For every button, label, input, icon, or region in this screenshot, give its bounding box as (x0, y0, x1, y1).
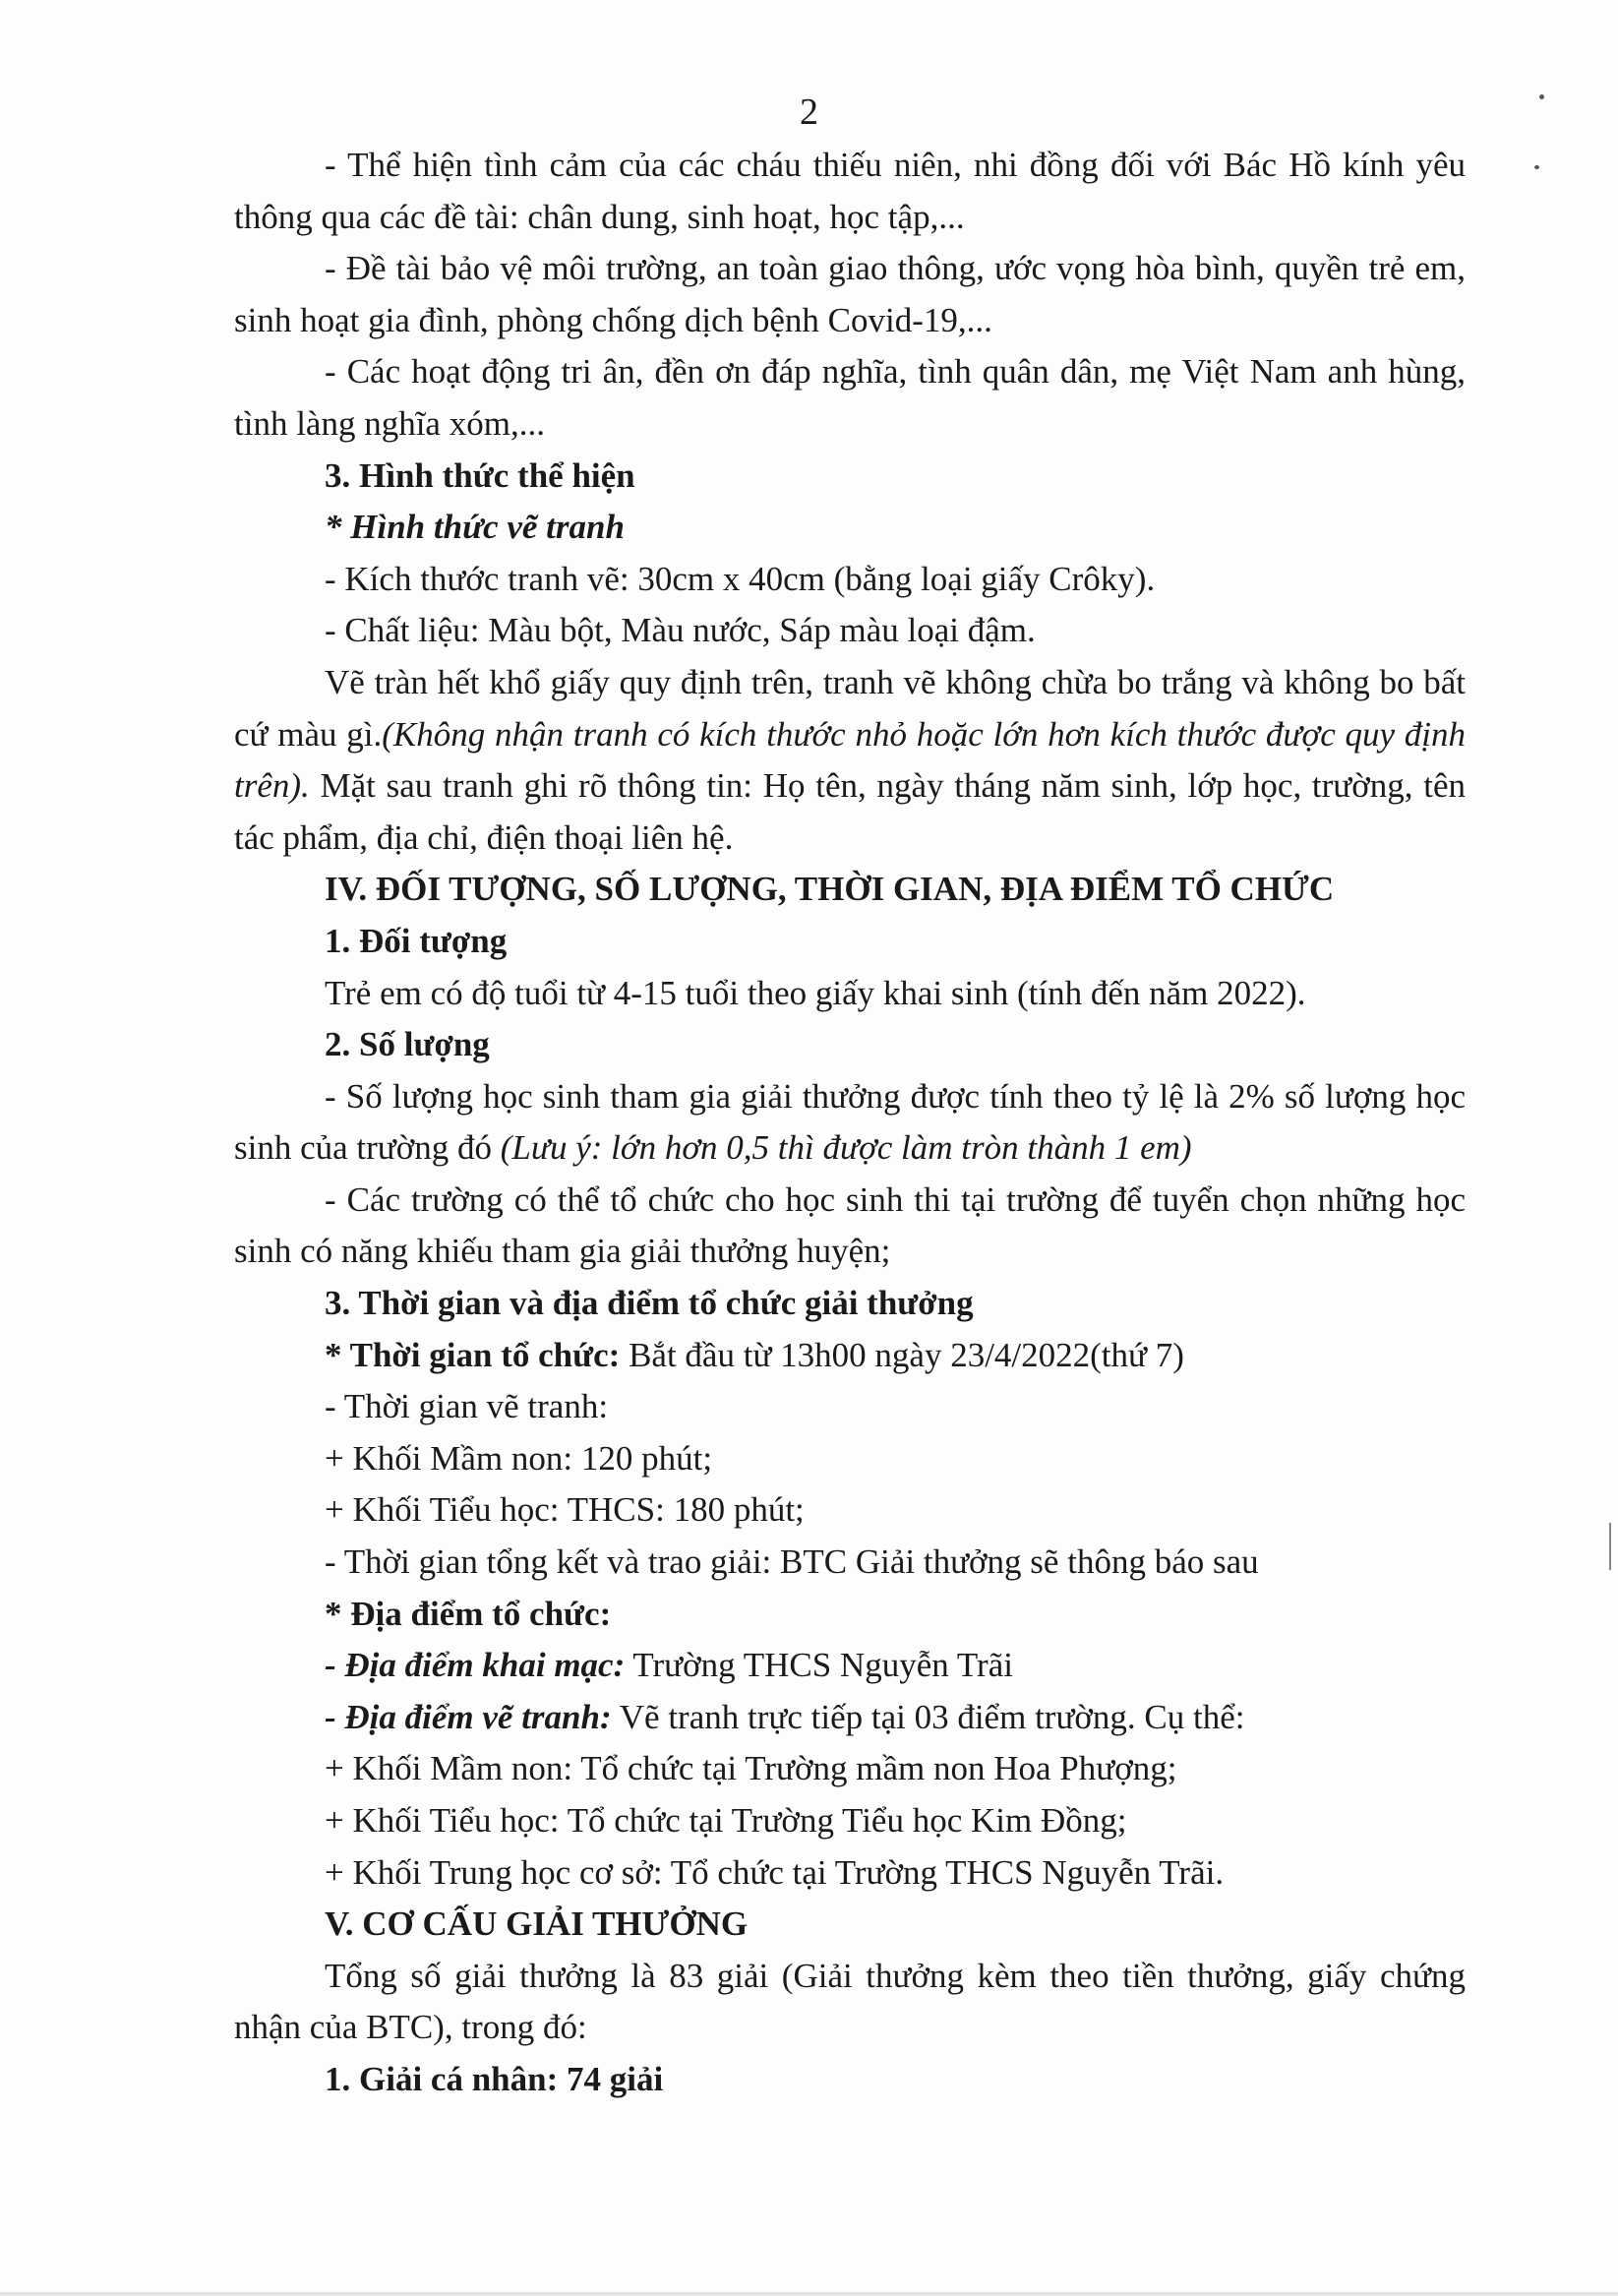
quantity-paragraph-2: - Các trường có thể tổ chức cho học sinh thi tại trường để tuyển chọn những học sinh có năng khiếu tham gia giải thưởng huyện; (234, 1179, 1466, 1271)
opening-venue (234, 1640, 1466, 1692)
venue-secondary: + Khối Trung học cơ sở: Tổ chức tại Trường THCS Nguyễn Trãi. (325, 1852, 1225, 1892)
form-rule-text-1: Vẽ tràn hết khổ giấy quy định trên, tranh vẽ không chừa bo trắng và không bo bất cứ màu gì. (234, 662, 1466, 754)
venue-preschool: + Khối Mầm non: Tổ chức tại Trường mầm non Hoa Phượng; (325, 1749, 1177, 1788)
time-value: Bắt đầu từ 13h00 ngày 23/4/2022(thứ 7) (620, 1335, 1184, 1374)
individual-award-heading: 1. Giải cá nhân: 74 giải (325, 2059, 664, 2098)
time-heading: 3. Thời gian và địa điểm tổ chức giải thưởng (325, 1284, 974, 1323)
form-subheading: * Hình thức vẽ tranh (325, 508, 625, 547)
form-rule-italic: (Không nhận tranh có kích thước nhỏ hoặc lớn hơn kích thước được quy định trên). (234, 714, 1466, 806)
time-line (234, 1330, 1466, 1382)
scan-bottom-edge (0, 2292, 1618, 2296)
subject-heading: 1. Đối tượng (325, 921, 508, 960)
time-label: * Thời gian tổ chức: (325, 1335, 621, 1374)
topic-item-2: - Đề tài bảo vệ môi trường, an toàn giao thông, ước vọng hòa bình, quyền trẻ em, sinh hoạt gia đình, phòng chống dịch bệnh Covid-19,... (234, 249, 1466, 339)
quantity-text-1: - Số lượng học sinh tham gia giải thưởng được tính theo tỷ lệ là 2% số lượng học sinh của trường đó (234, 1076, 1466, 1168)
topic-item-1: - Thể hiện tình cảm của các cháu thiếu niên, nhi đồng đối với Bác Hồ kính yêu thông qua các đề tài: chân dung, sinh hoạt, học tập,... (234, 146, 1466, 236)
topic-item-3: - Các hoạt động tri ân, đền ơn đáp nghĩa, tình quân dân, mẹ Việt Nam anh hùng, tình làng nghĩa xóm,... (234, 352, 1466, 443)
subject-text: Trẻ em có độ tuổi từ 4-15 tuổi theo giấy khai sinh (tính đến năm 2022). (325, 973, 1306, 1012)
page-number: 2 (800, 91, 818, 133)
scan-speck (1534, 165, 1539, 169)
opening-value: Trường THCS Nguyễn Trãi (625, 1646, 1013, 1685)
scan-speck (1539, 94, 1544, 99)
venue-label: * Địa điểm tổ chức: (325, 1594, 612, 1633)
section5-text: Tổng số giải thưởng là 83 giải (Giải thưởng kèm theo tiền thưởng, giấy chứng nhận của BTC), trong đó: (234, 1956, 1466, 2047)
section5-heading: V. CƠ CẤU GIẢI THƯỞNG (325, 1904, 749, 1944)
form-material: - Chất liệu: Màu bột, Màu nước, Sáp màu loại đậm. (325, 611, 1036, 650)
opening-label: - Địa điểm khai mạc: (325, 1646, 626, 1685)
award-time: - Thời gian tổng kết và trao giải: BTC Giải thưởng sẽ thông báo sau (325, 1542, 1259, 1582)
form-rules (234, 657, 1466, 864)
draw-time: - Thời gian vẽ tranh: (325, 1387, 609, 1426)
venue-primary: + Khối Tiểu học: Tổ chức tại Trường Tiểu học Kim Đồng; (325, 1801, 1127, 1840)
primary-time: + Khối Tiểu học: THCS: 180 phút; (325, 1490, 805, 1530)
form-size: - Kích thước tranh vẽ: 30cm x 40cm (bằng loại giấy Crôky). (325, 559, 1156, 598)
quantity-heading: 2. Số lượng (325, 1025, 490, 1064)
quantity-note: (Lưu ý: lớn hơn 0,5 thì được làm tròn thành 1 em) (500, 1128, 1192, 1168)
drawing-label: - Địa điểm vẽ tranh: (325, 1697, 612, 1736)
form-rule-text-2: Mặt sau tranh ghi rõ thông tin: Họ tên, ngày tháng năm sinh, lớp học, trường, tên tác phẩm, địa chỉ, điện thoại liên hệ. (234, 766, 1466, 857)
quantity-paragraph-1 (234, 1071, 1466, 1175)
form-heading: 3. Hình thức thể hiện (325, 455, 635, 495)
preschool-time: + Khối Mầm non: 120 phút; (325, 1438, 713, 1478)
drawing-value: Vẽ tranh trực tiếp tại 03 điểm trường. Cụ thể: (611, 1697, 1245, 1736)
scan-edge-line (1609, 1523, 1611, 1570)
document-body (234, 140, 1466, 2106)
section4-heading: IV. ĐỐI TƯỢNG, SỐ LƯỢNG, THỜI GIAN, ĐỊA ĐIỂM TỔ CHỨC (325, 870, 1335, 909)
drawing-venue (234, 1692, 1466, 1744)
